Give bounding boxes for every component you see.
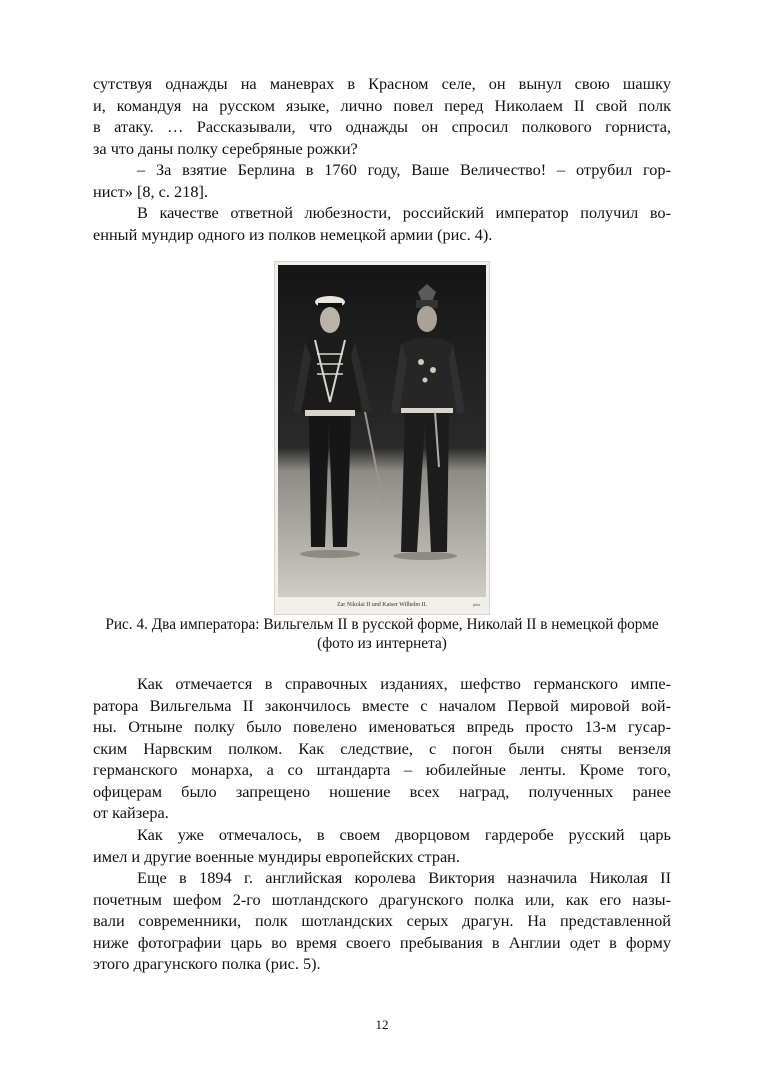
text-line: вали современники, полк шотландских серых драгун. На представленной [93, 911, 671, 930]
text-line: Как отмечается в справочных изданиях, шефство германского импе- [137, 674, 671, 693]
figure-caption [80, 615, 684, 653]
text-line: офицерам было запрещено ношение всех наград, полученных ранее [93, 781, 671, 801]
figure-photo [274, 261, 490, 615]
photo-inline-caption: Zar Nikolai II und Kaiser Wilhelm II. [336, 602, 428, 608]
paragraph-patronage-end [93, 673, 671, 824]
photo-credit: phot. [472, 602, 481, 607]
figure-caption-line: (фото из интернета) [317, 635, 447, 652]
text-line: В качестве ответной любезности, российский император получил во- [137, 203, 671, 222]
text-line: имел и другие военные мундиры европейских стран. [93, 846, 460, 866]
two-emperors-photo [275, 262, 489, 614]
paragraph-intro-1 [93, 73, 671, 159]
text-line: Как уже отмечалось, в своем дворцовом гардеробе русский царь [137, 825, 671, 844]
text-line: от кайзера. [93, 803, 169, 822]
paragraph-reciprocity [93, 202, 671, 245]
paragraph-scots-greys [93, 867, 671, 975]
paragraph-wardrobe [93, 824, 671, 867]
paragraph-quote-reply [93, 159, 671, 202]
text-line: почетным шефом 2-го шотландского драгунского полка или, как его назы- [93, 889, 671, 909]
page-number: 12 [375, 1017, 389, 1032]
text-line: за что даны полку серебряные рожки? [93, 138, 358, 158]
text-line: Еще в 1894 г. английская королева Виктория назначила Николая II [137, 868, 671, 887]
text-line: ны. Отныне полку было повелено именоваться впредь просто 13-м гусар- [93, 717, 671, 736]
text-line: ниже фотографии царь во время своего пребывания в Англии одет в форму [93, 932, 671, 952]
text-line: этого драгунского полка (рис. 5). [93, 954, 321, 973]
text-line: и, командуя на русском языке, лично повел перед Николаем II свой полк [93, 95, 671, 115]
text-line: в атаку. … Рассказывали, что однажды он спросил полкового горниста, [93, 117, 671, 136]
text-line: германского монарха, а со штандарта – юбилейные ленты. Кроме того, [93, 760, 671, 779]
text-line: енный мундир одного из полков немецкой армии (рис. 4). [93, 224, 493, 244]
text-line: ратора Вильгельма II закончилось вместе с началом Первой мировой вой- [93, 695, 671, 715]
text-line: ским Нарвским полком. Как следствие, с погон были сняты вензеля [93, 738, 671, 758]
text-line: нист» [8, с. 218]. [93, 181, 208, 201]
text-line: – За взятие Берлина в 1760 году, Ваше Величество! – отрубил гор- [137, 160, 671, 179]
text-line: сутствуя однажды на маневрах в Красном селе, он вынул свою шашку [93, 74, 671, 93]
figure-caption-line: Рис. 4. Два императора: Вильгельм II в русской форме, Николай II в немецкой форме [105, 616, 659, 633]
